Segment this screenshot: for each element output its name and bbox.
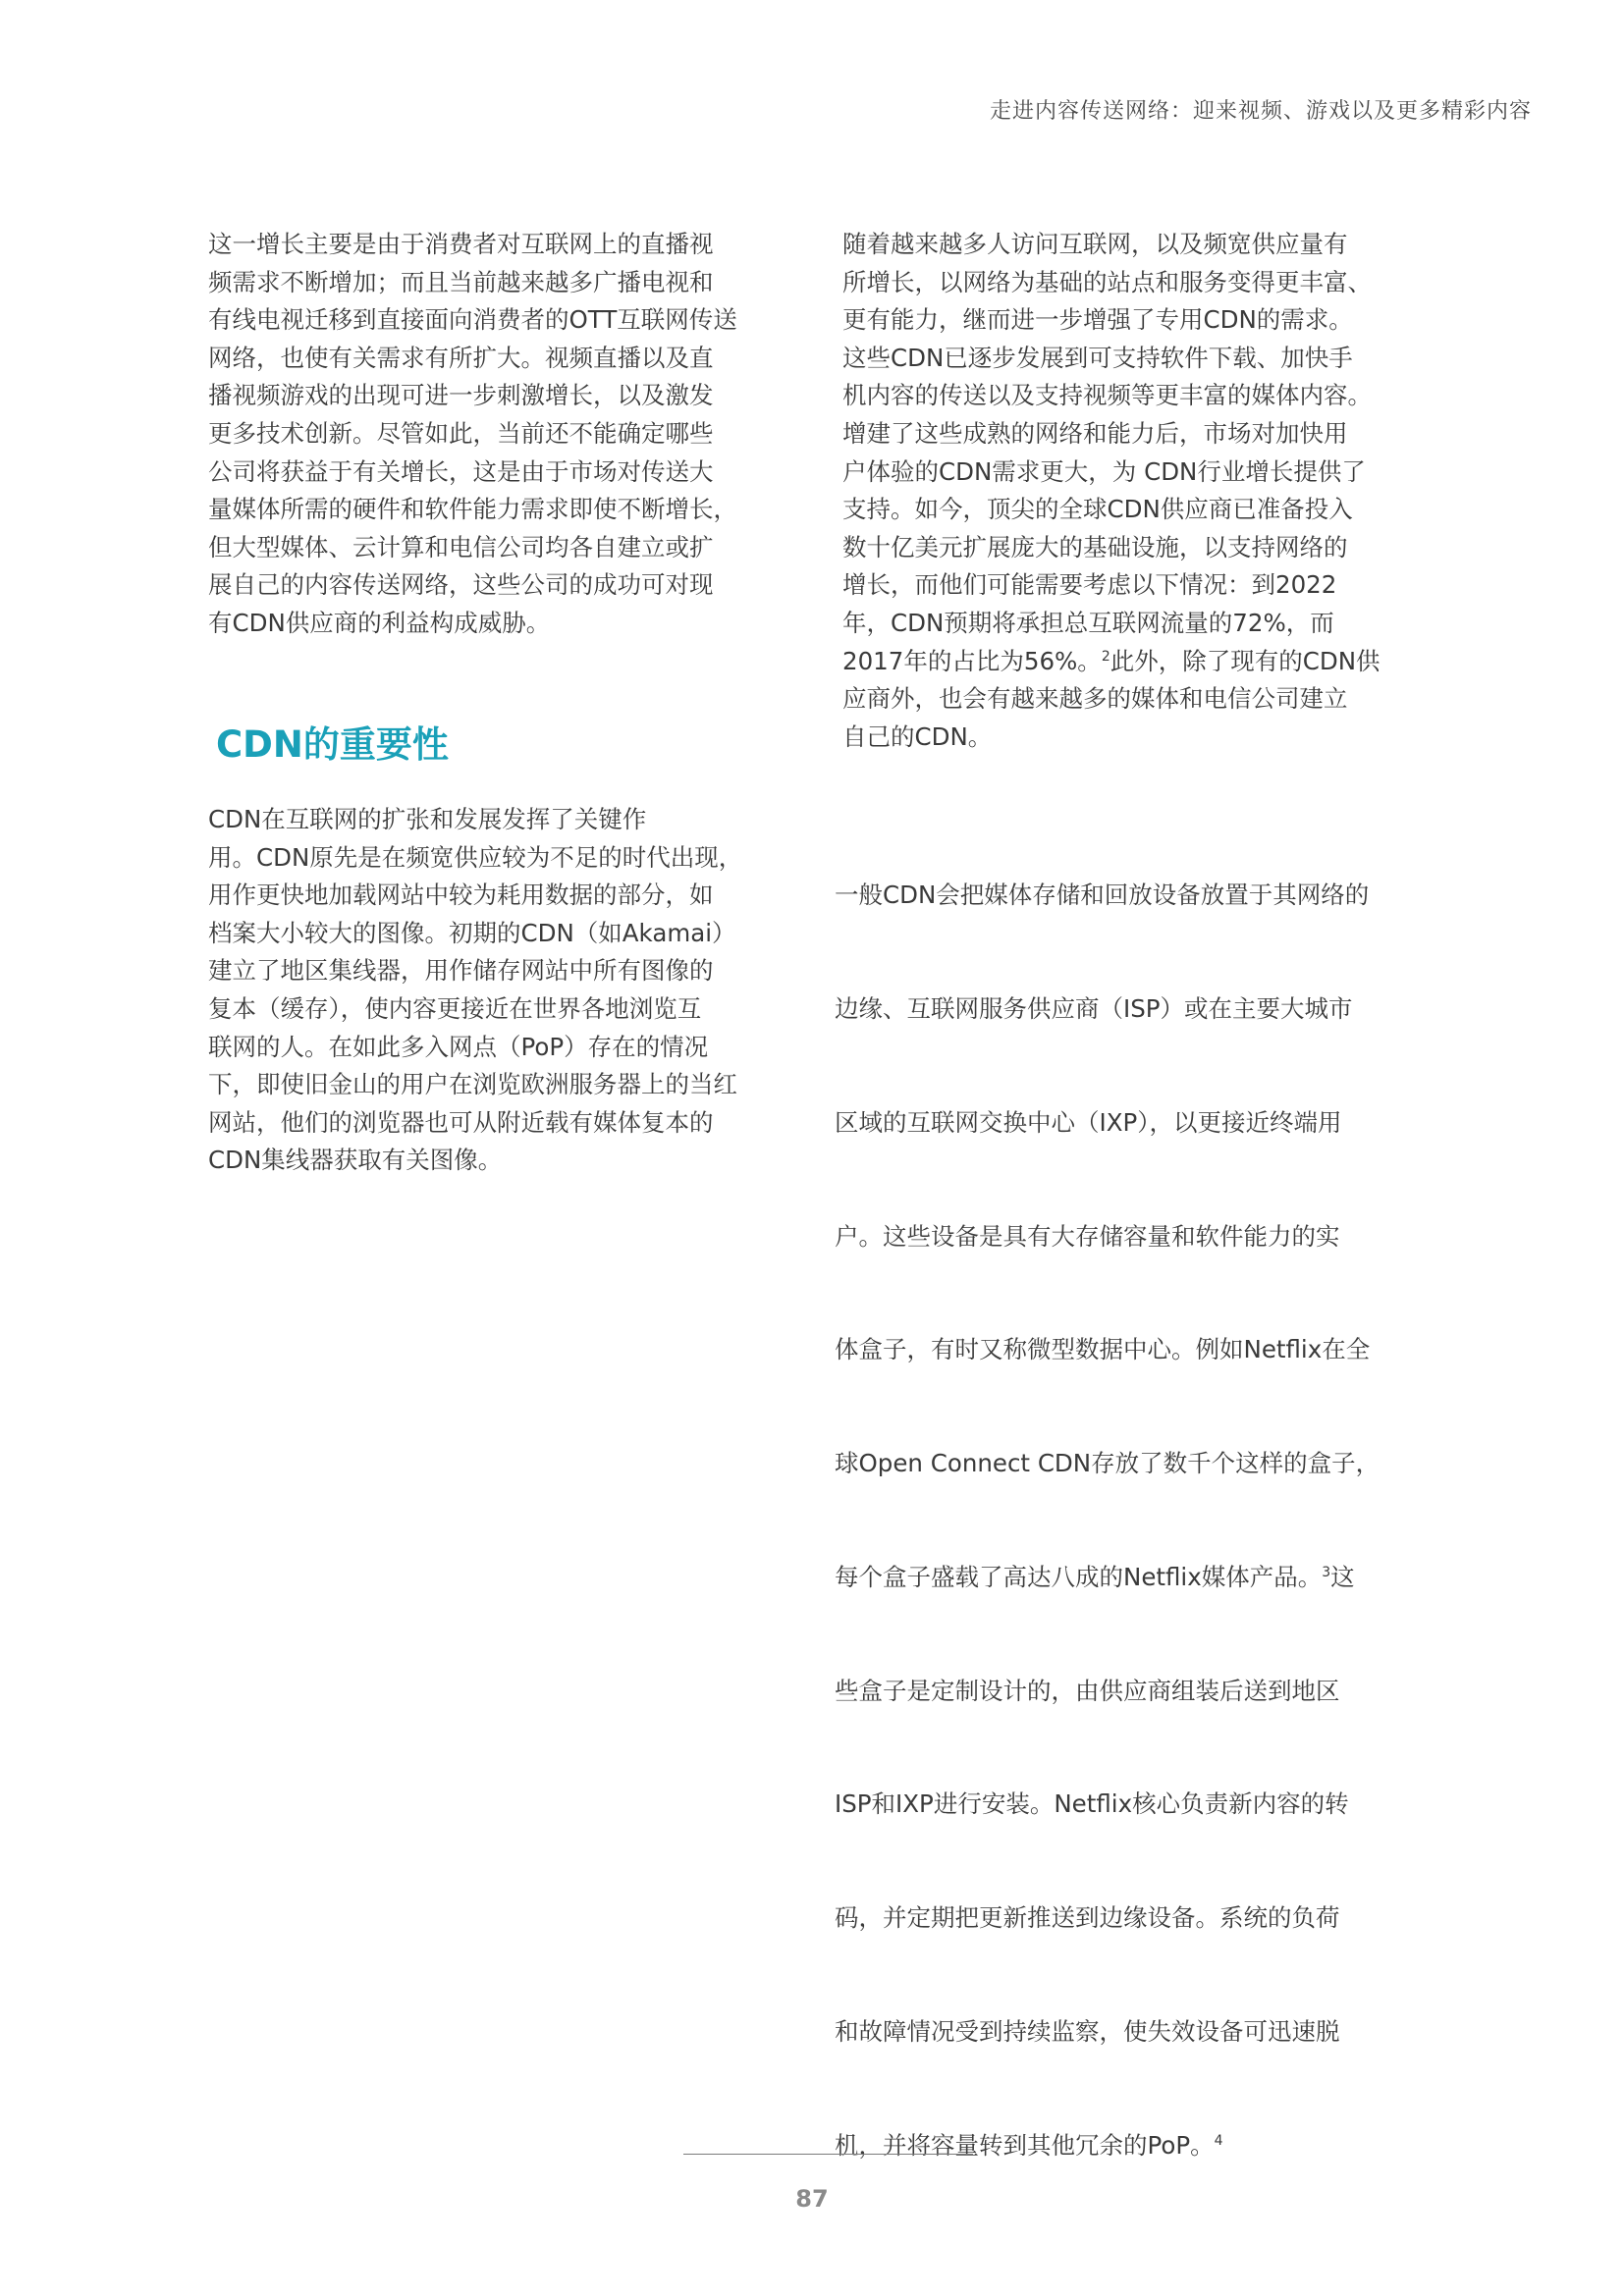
text-line: 联网的人。在如此多入网点（PoP）存在的情况: [208, 1032, 709, 1061]
text-line: 展自己的内容传送网络，这些公司的成功可对现: [208, 570, 714, 600]
text-line: 复本（缓存），使内容更接近在世界各地浏览互: [208, 993, 702, 1023]
text-line: 所增长，以网络为基础的站点和服务变得更丰富、: [842, 267, 1372, 296]
left-paragraph-2: [208, 801, 742, 1180]
text-line: 应商外，也会有越来越多的媒体和电信公司建立: [842, 684, 1348, 714]
text-line: 和故障情况受到持续监察，使失效设备可迅速脱: [835, 2017, 1340, 2046]
text-line: 机内容的传送以及支持视频等更丰富的媒体内容。: [842, 381, 1372, 410]
text-line: 有线电视迁移到直接面向消费者的OTT互联网传送: [208, 305, 737, 335]
text-line: 增建了这些成熟的网络和能力后，市场对加快用: [842, 418, 1348, 448]
text-line: 网络，也使有关需求有所扩大。视频直播以及直: [208, 343, 714, 372]
right-paragraph-2: [835, 801, 1380, 2203]
page-number: 87: [795, 2185, 829, 2213]
text-line: 户体验的CDN需求更大，为 CDN行业增长提供了: [842, 456, 1366, 486]
footer-divider: [683, 2154, 973, 2155]
text-line: 随着越来越多人访问互联网，以及频宽供应量有: [842, 230, 1348, 258]
text-line: 频需求不断增加；而且当前越来越多广播电视和: [208, 267, 714, 296]
text-line: 但大型媒体、云计算和电信公司均各自建立或扩: [208, 532, 714, 561]
text-line: ISP和IXP进行安装。Netflix核心负责新内容的转: [835, 1789, 1349, 1819]
footnote-ref: 2: [1101, 648, 1110, 665]
text-line: 体盒子，有时又称微型数据中心。例如Netflix在全: [835, 1335, 1371, 1364]
text-line: [835, 2127, 1380, 2165]
text-line: 支持。如今，顶尖的全球CDN供应商已准备投入: [842, 495, 1353, 524]
text-line: CDN集线器获取有关图像。: [208, 1146, 503, 1175]
text-line: [835, 1559, 1380, 1597]
text-line: 用。CDN原先是在频宽供应较为不足的时代出现，: [208, 842, 743, 872]
footnote-ref: 3: [1322, 1564, 1331, 1580]
text-line: 网站，他们的浏览器也可从附近载有媒体复本的: [208, 1107, 714, 1137]
text-line: CDN在互联网的扩张和发展发挥了关键作: [208, 805, 647, 833]
text-line: 更有能力，继而进一步增强了专用CDN的需求。: [842, 305, 1353, 335]
text-fragment: 这: [1330, 1562, 1355, 1591]
text-line: 播视频游戏的出现可进一步刺激增长，以及激发: [208, 381, 714, 410]
text-line: 更多技术创新。尽管如此，当前还不能确定哪些: [208, 418, 714, 448]
text-line: 一般CDN会把媒体存储和回放设备放置于其网络的: [835, 881, 1370, 910]
text-fragment: 此外，除了现有的CDN供: [1110, 646, 1380, 675]
text-line: 公司将获益于有关增长，这是由于市场对传送大: [208, 456, 714, 486]
left-paragraph-1: [208, 226, 737, 643]
text-line: 户。这些设备是具有大存储容量和软件能力的实: [835, 1221, 1340, 1251]
text-line: 有CDN供应商的利益构成威胁。: [208, 608, 551, 637]
text-line: 量媒体所需的硬件和软件能力需求即使不断增长，: [208, 495, 737, 524]
text-fragment: 机，并将容量转到其他冗余的PoP。: [835, 2130, 1215, 2160]
text-line: 球Open Connect CDN存放了数千个这样的盒子，: [835, 1449, 1380, 1478]
text-line: 建立了地区集线器，用作储存网站中所有图像的: [208, 956, 714, 986]
text-line: 这些CDN已逐步发展到可支持软件下载、加快手: [842, 343, 1353, 372]
text-line: 边缘、互联网服务供应商（ISP）或在主要大城市: [835, 993, 1353, 1023]
text-line: 区域的互联网交换中心（IXP），以更接近终端用: [835, 1107, 1342, 1137]
running-header: 走进内容传送网络：迎来视频、游戏以及更多精彩内容: [989, 99, 1532, 124]
text-line: 年，CDN预期将承担总互联网流量的72%，而: [842, 608, 1334, 637]
text-line: 自己的CDN。: [842, 721, 993, 751]
text-line: 增长，而他们可能需要考虑以下情况：到2022: [842, 570, 1337, 600]
text-line: 码，并定期把更新推送到边缘设备。系统的负荷: [835, 1903, 1340, 1933]
text-line: [842, 643, 1380, 681]
text-fragment: 每个盒子盛载了高达八成的Netflix媒体产品。: [835, 1562, 1323, 1591]
text-line: 数十亿美元扩展庞大的基础设施，以支持网络的: [842, 532, 1348, 561]
right-paragraph-1: [842, 226, 1380, 756]
text-line: 下，即使旧金山的用户在浏览欧洲服务器上的当红: [208, 1070, 737, 1099]
footnote-ref: 4: [1214, 2132, 1223, 2149]
text-line: 用作更快地加载网站中较为耗用数据的部分，如: [208, 881, 714, 910]
text-line: 这一增长主要是由于消费者对互联网上的直播视: [208, 230, 714, 258]
text-fragment: 2017年的占比为56%。: [842, 646, 1102, 675]
text-line: 档案大小较大的图像。初期的CDN（如Akamai）: [208, 918, 736, 947]
text-line: 些盒子是定制设计的，由供应商组装后送到地区: [835, 1676, 1340, 1705]
section-heading: CDN的重要性: [216, 723, 449, 766]
